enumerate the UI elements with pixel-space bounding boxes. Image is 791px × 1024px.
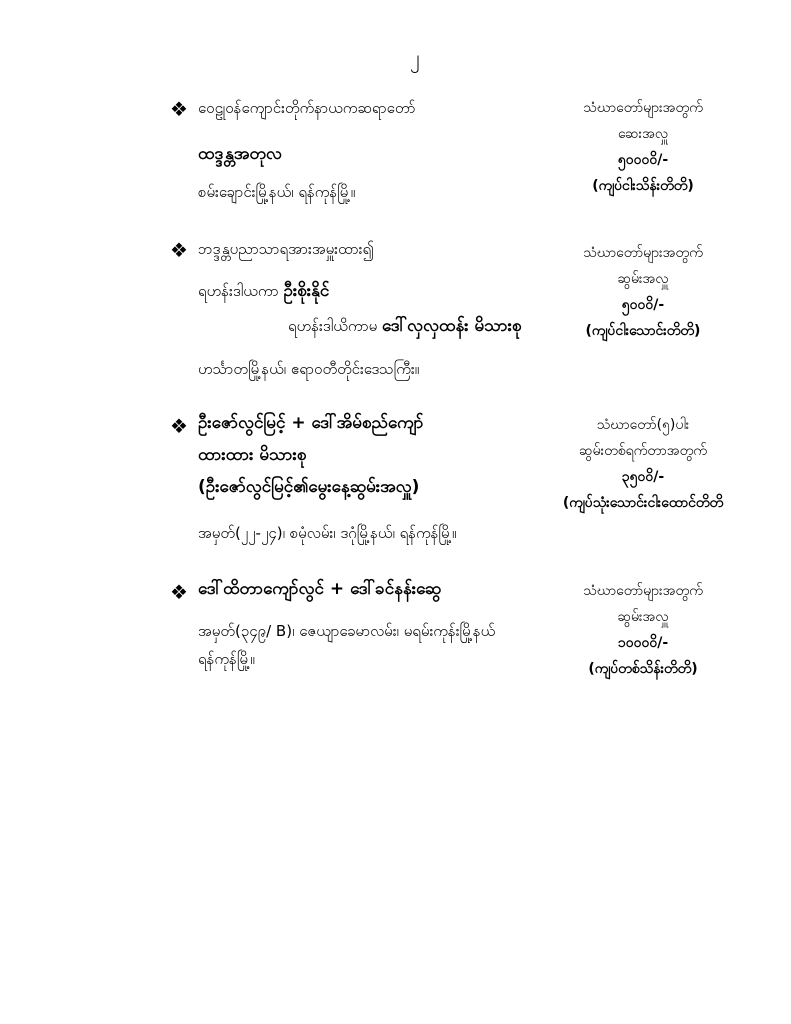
donation-type: ဆွမ်းအလှူ xyxy=(617,271,669,287)
entry-title: ဒေါ်ထိတာကျော်လွင် + ဒေါ်ခင်နန်းဆွေ xyxy=(198,579,442,599)
bullet-diamond-icon: ❖ xyxy=(170,414,188,438)
donation-amount-words: (ကျပ်ငါးသိန်းတိတိ) xyxy=(592,178,694,194)
entry-address: အမှတ်(၃၄၉/ B)၊ ဇေယျာခေမာလမ်း၊ မရမ်းကုန်းမြို့နယ် xyxy=(198,622,496,640)
entry-title: ဦးဇော်လွင်မြင့် + ဒေါ်အိမ်စည်ကျော် xyxy=(198,413,424,433)
donor-family: ထားထား မိသားစု xyxy=(198,445,307,465)
donation-amount: ၃၅၀၀ိ/- xyxy=(621,469,665,485)
donation-occasion: (ဦးဇော်လွင်မြင့်၏မွေးနေ့ဆွမ်းအလှူ) xyxy=(198,477,420,497)
donation-type: ဆွမ်းအလှူ xyxy=(617,609,669,625)
lay-donor-line xyxy=(198,280,329,305)
donation-recipient: သံဃာတော်များအတွက် xyxy=(583,100,703,116)
lay-donor-prefix: ရဟန်းဒါယကာ xyxy=(198,282,279,300)
entry-address: ဟင်္သာတမြို့နယ်၊ ဧရာဝတီတိုင်းဒေသကြီး။ xyxy=(198,360,420,378)
lay-donor-name: ဦးစိုးနိုင် xyxy=(283,281,330,301)
entry-address: စမ်းချောင်းမြို့နယ်၊ ရန်ကုန်မြို့။ xyxy=(198,183,356,201)
donation-info xyxy=(548,412,738,516)
donation-type: ဆေးအလှူ xyxy=(617,126,669,142)
donation-recipient: သံဃာတော်များအတွက် xyxy=(583,245,703,261)
donation-recipient: သံဃာတော်များအတွက် xyxy=(583,583,703,599)
bullet-diamond-icon: ❖ xyxy=(170,238,188,262)
donation-info xyxy=(548,578,738,682)
bullet-diamond-icon: ❖ xyxy=(170,97,188,121)
donation-type: ဆွမ်းတစ်ရက်တာအတွက် xyxy=(579,443,707,459)
donation-amount: ၁၀၀၀၀ိ/- xyxy=(617,635,669,651)
bullet-diamond-icon: ❖ xyxy=(170,580,188,604)
donation-amount: ၅၀၀၀၀ိ/- xyxy=(617,152,669,168)
lay-donoress-name: ဒေါ်လှလှထန်း မိသားစု xyxy=(382,316,522,336)
entry-address: အမှတ်(၂၂-၂၄)၊ စမုံလမ်း၊ ဒဂုံမြို့နယ်၊ ရန်ကုန်မြို့။ xyxy=(198,524,457,542)
lay-donoress-line xyxy=(288,315,522,340)
donation-recipient: သံဃာတော်(၅)ပါး xyxy=(596,417,690,433)
donation-amount-words: (ကျပ်တစ်သိန်းတိတိ) xyxy=(588,661,698,677)
entry-title: ဘဒ္ဒန္တပညာသာရအားအမှူးထား၍ xyxy=(198,240,374,258)
lay-donoress-prefix: ရဟန်းဒါယိကာမ xyxy=(288,317,378,335)
entry-title: ဝေဠုဝန်ကျောင်းတိုက်နာယကဆရာတော် xyxy=(198,99,416,117)
donation-amount-words: (ကျပ်ငါးသောင်းတိတိ) xyxy=(585,323,701,339)
donation-amount-words: (ကျပ်သုံးသောင်းငါးထောင်တိတိ xyxy=(562,495,724,511)
donation-amount: ၅၀၀၀ိ/- xyxy=(621,297,665,313)
page-number: ၂ xyxy=(410,45,420,69)
entry-address-line2: ရန်ကုန်မြို့။ xyxy=(198,650,255,668)
donation-info xyxy=(548,240,738,344)
donor-name: ထဒ္ဒန္တအတုလ xyxy=(198,144,282,164)
donation-info xyxy=(548,95,738,199)
